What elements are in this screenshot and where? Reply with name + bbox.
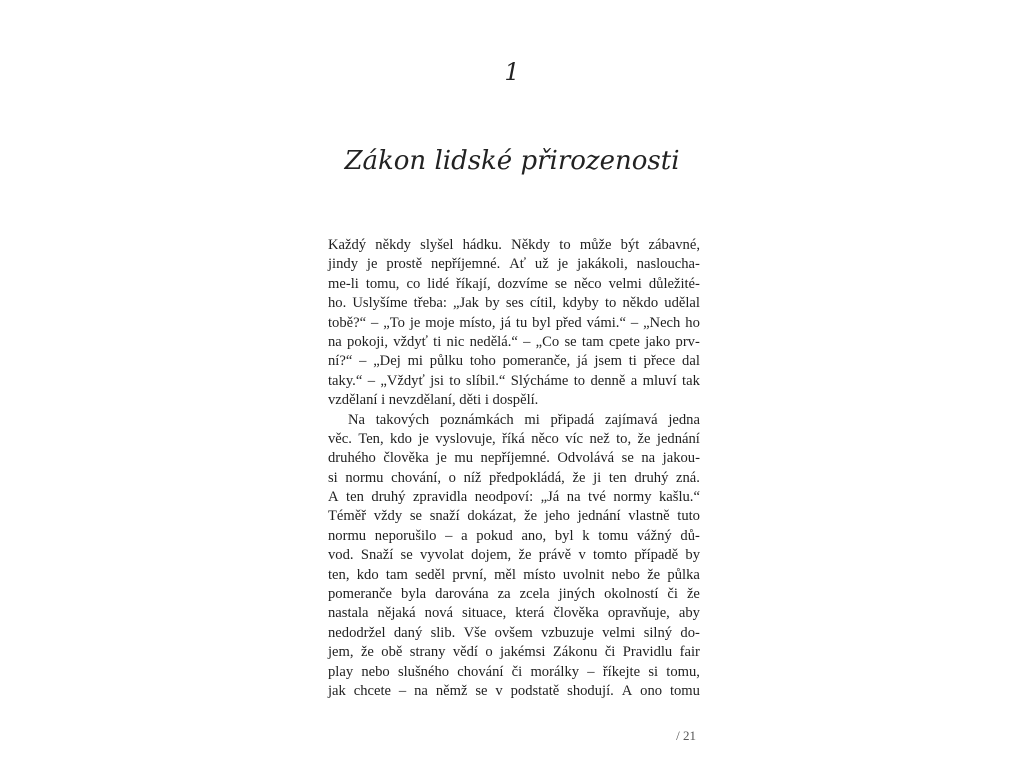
word: uvolnit: [562, 566, 605, 583]
text-line: [328, 236, 700, 255]
word: zpravidla: [412, 489, 468, 506]
word: play: [328, 663, 354, 680]
word: ji: [593, 469, 602, 486]
word: ono: [640, 682, 663, 699]
chapter-number: 1: [504, 58, 520, 86]
word: tu: [515, 314, 528, 331]
word: jakou-: [662, 450, 700, 467]
word: pokud: [476, 527, 513, 544]
word: –: [587, 663, 595, 680]
word: Na: [348, 411, 366, 428]
word: zcela: [519, 586, 550, 603]
word: dozvíme: [497, 275, 548, 292]
word: měl: [494, 566, 516, 583]
body-text: [328, 236, 700, 701]
word: –: [523, 333, 531, 350]
chapter-title: Zákon lidské přirozenosti: [344, 146, 680, 176]
text-line: [328, 391, 700, 410]
word: nebo: [361, 663, 390, 680]
word: dů-: [680, 527, 700, 544]
word: na: [641, 450, 656, 467]
word: jak: [328, 682, 346, 699]
word: být: [620, 237, 640, 253]
word: či: [511, 663, 523, 680]
word: zajímavá: [604, 411, 658, 428]
word: chování,: [391, 469, 441, 486]
word: jindy: [328, 256, 358, 273]
word: kdyby: [562, 295, 599, 312]
word: vyvolat: [420, 547, 464, 564]
word: tuto: [677, 508, 700, 525]
word: ti: [628, 353, 637, 370]
page-number: / 21: [676, 728, 696, 743]
word: druhý: [371, 489, 406, 506]
word: půlku: [429, 353, 464, 370]
word: vědí: [452, 644, 478, 661]
word: na: [414, 682, 428, 699]
word: –: [398, 682, 407, 699]
word: přece: [643, 353, 676, 370]
word: to: [604, 295, 617, 312]
word: daný: [393, 624, 423, 641]
word: třeba:: [413, 295, 447, 312]
word: nepříjemné.: [430, 256, 501, 273]
word: mu: [454, 450, 474, 467]
word: já: [500, 314, 511, 331]
word: pomeranče: [328, 586, 393, 603]
word: okolností: [604, 586, 659, 603]
word: byl: [532, 314, 551, 331]
word: Pravidlu: [622, 644, 673, 661]
word: člověka: [553, 605, 599, 622]
word: v: [495, 682, 503, 699]
word: dokázat,: [467, 508, 517, 525]
word: na: [566, 489, 581, 506]
word: do-: [680, 624, 700, 641]
word: jednání: [656, 430, 700, 447]
text-line: [328, 352, 700, 371]
word: Ať: [509, 256, 526, 273]
word: seděl: [415, 566, 446, 583]
text-line: [328, 372, 700, 391]
word: že: [647, 566, 661, 583]
word: místo: [523, 566, 556, 583]
word: velmi: [608, 275, 642, 292]
word: mi: [524, 411, 540, 428]
word: prostě: [386, 256, 423, 273]
word: jednání: [577, 508, 621, 525]
word: se: [475, 682, 488, 699]
word: shodují.: [567, 682, 614, 699]
word: Vše: [463, 624, 487, 641]
word: někdy: [375, 237, 411, 253]
word: takových: [375, 411, 430, 428]
word: normy: [613, 489, 652, 506]
word: nějaká: [377, 605, 416, 622]
word: první,: [452, 566, 487, 583]
word: či: [667, 586, 678, 603]
text-line: [328, 411, 700, 430]
word: místo,: [459, 314, 496, 331]
word: ten,: [328, 566, 350, 583]
word: k: [582, 527, 590, 544]
word: poznámkách: [439, 411, 514, 428]
word: nic: [446, 333, 465, 350]
word: normu: [345, 469, 384, 486]
text-line: [328, 469, 700, 488]
word: nedodržel: [328, 624, 386, 641]
word: může: [579, 237, 612, 253]
word: kašlu.“: [659, 489, 700, 506]
word: co: [406, 275, 421, 292]
text-line: [328, 566, 700, 585]
word: taky.“: [328, 372, 363, 389]
word: víc: [565, 430, 584, 447]
word: předpokládá,: [489, 469, 565, 486]
word: byla: [401, 586, 427, 603]
word: slib.: [430, 624, 456, 641]
word: chování: [457, 663, 504, 680]
word: tam: [385, 566, 408, 583]
word: slyšel: [420, 237, 454, 253]
word: a: [630, 372, 638, 389]
word: tak: [682, 372, 700, 389]
word: než: [589, 430, 610, 447]
word: A: [621, 682, 633, 699]
text-line: [328, 255, 700, 274]
word: níž: [463, 469, 482, 486]
word: silný: [643, 624, 673, 641]
word: jem,: [328, 644, 354, 661]
word: už: [534, 256, 549, 273]
text-line: [328, 682, 700, 701]
word: že: [360, 644, 374, 661]
word: jako: [645, 333, 671, 350]
word: vzbuzuje: [541, 624, 594, 641]
word: věc.: [328, 430, 352, 447]
word: Téměř: [328, 508, 367, 525]
word: ho: [685, 314, 700, 331]
text-line: [328, 314, 700, 333]
text-line: [328, 527, 700, 546]
word: jeho: [544, 508, 570, 525]
word: ní?“: [328, 353, 353, 370]
word: by: [485, 295, 500, 312]
word: Zákonu: [552, 644, 598, 661]
word: Každý: [328, 237, 367, 253]
text-line: [328, 546, 700, 565]
word: že: [524, 508, 538, 525]
word: chcete: [353, 682, 392, 699]
word: němž: [435, 682, 468, 699]
word: o: [448, 469, 456, 486]
word: je: [366, 256, 378, 273]
word: že: [572, 469, 586, 486]
word: vod.: [328, 547, 354, 564]
word: slušného: [397, 663, 450, 680]
word: ti: [433, 333, 442, 350]
word: dojem,: [471, 547, 512, 564]
word: „Jak: [453, 295, 479, 312]
text-line: [328, 624, 700, 643]
word: se: [400, 547, 413, 564]
word: „Nech: [643, 314, 681, 331]
word: tomu,: [365, 275, 400, 292]
text-line: [328, 663, 700, 682]
word: lidé: [427, 275, 450, 292]
word: se: [409, 508, 423, 525]
word: neporušilo: [374, 527, 437, 544]
word: Snaží: [360, 547, 394, 564]
word: nastala: [328, 605, 369, 622]
text-line-content: vzdělaní i nevzdělaní, děti i dospělí.: [328, 392, 539, 409]
word: „To: [383, 314, 405, 331]
word: snaží: [429, 508, 460, 525]
word: se: [564, 333, 577, 350]
word: druhý: [634, 469, 669, 486]
word: něco: [531, 430, 559, 447]
word: ses: [505, 295, 524, 312]
word: A: [328, 489, 339, 506]
word: „Vždyť: [380, 372, 425, 389]
word: druhého: [328, 450, 376, 467]
word: –: [445, 527, 453, 544]
word: něco: [574, 275, 602, 292]
word: že: [686, 586, 700, 603]
word: –: [359, 353, 367, 370]
text-line: [328, 604, 700, 623]
word: tomto: [593, 547, 628, 564]
word: –: [630, 314, 639, 331]
word: Ten,: [358, 430, 384, 447]
word: vyslovuje,: [435, 430, 496, 447]
word: ho.: [328, 295, 347, 312]
word: vážný: [636, 527, 672, 544]
word: prv-: [675, 333, 700, 350]
word: která: [515, 605, 545, 622]
word: nedělá.“: [469, 333, 518, 350]
word: za: [497, 586, 511, 603]
word: –: [371, 314, 379, 331]
word: byl: [554, 527, 574, 544]
word: to: [559, 237, 571, 253]
word: se: [554, 275, 568, 292]
word: a: [461, 527, 468, 544]
word: fair: [679, 644, 700, 661]
word: ten: [608, 469, 627, 486]
word: se: [621, 450, 634, 467]
word: by: [685, 547, 700, 564]
word: právě: [538, 547, 572, 564]
word: aby: [678, 605, 700, 622]
word: že: [518, 547, 532, 564]
word: nová: [424, 605, 454, 622]
word: že: [637, 430, 651, 447]
word: moje: [425, 314, 455, 331]
text-line: [328, 507, 700, 526]
word: je: [409, 314, 421, 331]
word: ano,: [521, 527, 547, 544]
word: velmi: [602, 624, 636, 641]
word: obě: [381, 644, 403, 661]
word: pomeranče,: [502, 353, 571, 370]
text-line: [328, 275, 700, 294]
word: ten: [346, 489, 364, 506]
word: na: [328, 333, 342, 350]
text-line: [328, 430, 700, 449]
text-line: [328, 333, 700, 352]
word: člověka: [383, 450, 429, 467]
word: Uslyšíme: [352, 295, 408, 312]
word: vámi.“: [586, 314, 626, 331]
word: tvé: [588, 489, 606, 506]
word: mluví: [642, 372, 677, 389]
word: cítil,: [529, 295, 557, 312]
word: mi: [407, 353, 423, 370]
word: „Dej: [373, 353, 401, 370]
word: jsem: [594, 353, 622, 370]
text-line: [328, 585, 700, 604]
word: to,: [616, 430, 632, 447]
word: si: [648, 663, 659, 680]
word: jiných: [558, 586, 596, 603]
word: neodpoví:: [474, 489, 534, 506]
word: to: [449, 372, 461, 389]
word: hádku.: [462, 237, 502, 253]
word: kdo: [356, 566, 379, 583]
word: nepříjemné.: [480, 450, 550, 467]
word: já: [577, 353, 588, 370]
word: tobě?“: [328, 314, 367, 331]
word: je: [436, 450, 447, 467]
word: tomu,: [666, 663, 700, 680]
word: opravňuje,: [607, 605, 670, 622]
word: pokoji,: [347, 333, 388, 350]
word: me-li: [328, 275, 359, 292]
word: připadá: [550, 411, 595, 428]
word: situace,: [462, 605, 507, 622]
word: „Já: [540, 489, 560, 506]
word: vždy: [373, 508, 403, 525]
word: dal: [682, 353, 700, 370]
text-line: [328, 449, 700, 468]
word: či: [604, 644, 616, 661]
word: tomu: [598, 527, 629, 544]
word: o: [485, 644, 493, 661]
word: Slýcháme: [510, 372, 569, 389]
word: tam: [581, 333, 604, 350]
text-line: [328, 294, 700, 313]
word: darována: [435, 586, 489, 603]
word: si: [328, 469, 338, 486]
word: jakákoli,: [577, 256, 628, 273]
word: Někdy: [511, 237, 551, 253]
word: toho: [469, 353, 496, 370]
word: to: [573, 372, 586, 389]
word: tomu: [669, 682, 700, 699]
word: strany: [409, 644, 446, 661]
word: kdo: [390, 430, 412, 447]
word: někdo: [622, 295, 659, 312]
word: říká: [502, 430, 525, 447]
word: Odvolává: [557, 450, 615, 467]
word: jsi: [430, 372, 444, 389]
word: zná.: [676, 469, 700, 486]
word: říkejte: [602, 663, 641, 680]
word: ovšem: [494, 624, 533, 641]
word: denně: [590, 372, 626, 389]
word: „Co: [535, 333, 560, 350]
text-line: [328, 488, 700, 507]
word: je: [418, 430, 429, 447]
word: je: [557, 256, 569, 273]
word: –: [367, 372, 375, 389]
word: podstatě: [510, 682, 560, 699]
word: jedna: [668, 411, 700, 428]
word: normu: [328, 527, 367, 544]
word: nebo: [611, 566, 640, 583]
word: nasloucha-: [636, 256, 700, 273]
word: důležité-: [648, 275, 700, 292]
text-line: [328, 643, 700, 662]
word: půlka: [667, 566, 700, 583]
word: zábavné,: [648, 237, 700, 253]
word: jakémsi: [500, 644, 546, 661]
word: cpete: [609, 333, 640, 350]
word: morálky: [530, 663, 580, 680]
word: případě: [634, 547, 679, 564]
word: v: [578, 547, 586, 564]
word: udělal: [664, 295, 700, 312]
word: vlastně: [628, 508, 670, 525]
word: před: [555, 314, 582, 331]
word: vždyť: [393, 333, 428, 350]
word: říkají,: [456, 275, 491, 292]
word: slíbil.“: [466, 372, 506, 389]
